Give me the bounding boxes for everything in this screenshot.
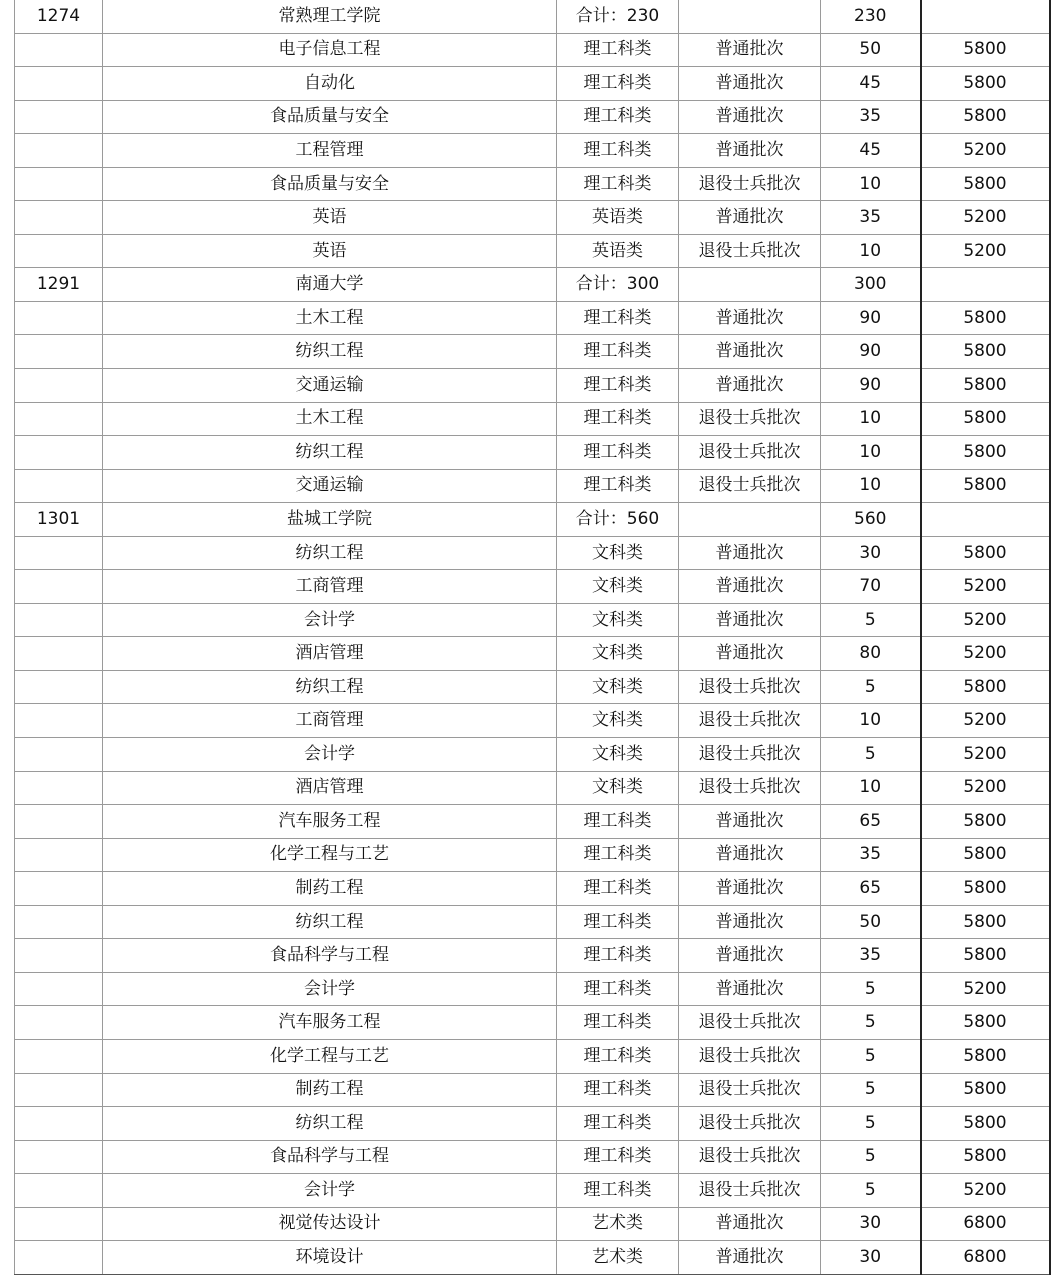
name-cell: 工程管理	[103, 134, 557, 168]
school-code-cell	[15, 234, 103, 268]
category-cell: 理工科类	[557, 1073, 679, 1107]
school-code-cell	[15, 972, 103, 1006]
quota-cell: 45	[821, 67, 921, 101]
major-row	[15, 905, 1050, 939]
batch-cell: 退役士兵批次	[679, 1039, 821, 1073]
quota-cell: 35	[821, 100, 921, 134]
school-code-cell	[15, 637, 103, 671]
batch-cell: 退役士兵批次	[679, 1107, 821, 1141]
name-cell: 环境设计	[103, 1241, 557, 1275]
tuition-fee-cell	[921, 503, 1050, 537]
batch-cell: 普通批次	[679, 33, 821, 67]
school-code-cell	[15, 134, 103, 168]
tuition-fee-cell: 5800	[921, 402, 1050, 436]
quota-cell: 35	[821, 939, 921, 973]
category-cell: 理工科类	[557, 1140, 679, 1174]
name-cell: 纺织工程	[103, 905, 557, 939]
school-code-cell	[15, 100, 103, 134]
name-cell: 制药工程	[103, 1073, 557, 1107]
major-row	[15, 637, 1050, 671]
major-row	[15, 805, 1050, 839]
major-row	[15, 1241, 1050, 1275]
category-cell: 理工科类	[557, 402, 679, 436]
category-cell: 文科类	[557, 536, 679, 570]
quota-cell: 30	[821, 1207, 921, 1241]
major-row	[15, 234, 1050, 268]
batch-cell	[679, 268, 821, 302]
quota-cell: 5	[821, 1140, 921, 1174]
batch-cell: 普通批次	[679, 939, 821, 973]
category-cell: 理工科类	[557, 167, 679, 201]
tuition-fee-cell: 5800	[921, 33, 1050, 67]
quota-cell: 300	[821, 268, 921, 302]
quota-cell: 90	[821, 335, 921, 369]
school-code-cell	[15, 738, 103, 772]
category-cell: 理工科类	[557, 301, 679, 335]
batch-cell: 退役士兵批次	[679, 1140, 821, 1174]
name-cell: 化学工程与工艺	[103, 1039, 557, 1073]
major-row	[15, 838, 1050, 872]
quota-cell: 35	[821, 838, 921, 872]
batch-cell: 退役士兵批次	[679, 704, 821, 738]
tuition-fee-cell: 5800	[921, 1039, 1050, 1073]
quota-cell: 45	[821, 134, 921, 168]
quota-cell: 10	[821, 402, 921, 436]
name-cell: 制药工程	[103, 872, 557, 906]
category-cell: 合计：560	[557, 503, 679, 537]
batch-cell: 普通批次	[679, 570, 821, 604]
school-code-cell	[15, 335, 103, 369]
tuition-fee-cell: 5800	[921, 335, 1050, 369]
name-cell: 纺织工程	[103, 436, 557, 470]
tuition-fee-cell: 5200	[921, 771, 1050, 805]
school-code-cell	[15, 469, 103, 503]
name-cell: 工商管理	[103, 704, 557, 738]
tuition-fee-cell: 5200	[921, 201, 1050, 235]
name-cell: 土木工程	[103, 402, 557, 436]
category-cell: 理工科类	[557, 67, 679, 101]
tuition-fee-cell: 5200	[921, 234, 1050, 268]
name-cell: 会计学	[103, 1174, 557, 1208]
admission-plan-table	[14, 0, 1051, 1275]
major-row	[15, 369, 1050, 403]
name-cell: 交通运输	[103, 369, 557, 403]
category-cell: 理工科类	[557, 972, 679, 1006]
school-code-cell	[15, 67, 103, 101]
batch-cell: 普通批次	[679, 335, 821, 369]
school-summary-row	[15, 0, 1050, 33]
school-code-cell	[15, 570, 103, 604]
category-cell: 理工科类	[557, 1039, 679, 1073]
batch-cell: 普通批次	[679, 1207, 821, 1241]
quota-cell: 10	[821, 469, 921, 503]
major-row	[15, 1107, 1050, 1141]
major-row	[15, 469, 1050, 503]
category-cell: 理工科类	[557, 469, 679, 503]
quota-cell: 560	[821, 503, 921, 537]
school-code-cell	[15, 1174, 103, 1208]
quota-cell: 10	[821, 234, 921, 268]
major-row	[15, 1207, 1050, 1241]
batch-cell: 退役士兵批次	[679, 234, 821, 268]
quota-cell: 5	[821, 1006, 921, 1040]
major-row	[15, 134, 1050, 168]
batch-cell: 普通批次	[679, 905, 821, 939]
school-code-cell	[15, 1107, 103, 1141]
name-cell: 会计学	[103, 972, 557, 1006]
category-cell: 理工科类	[557, 1006, 679, 1040]
tuition-fee-cell: 5800	[921, 805, 1050, 839]
batch-cell: 退役士兵批次	[679, 167, 821, 201]
name-cell: 南通大学	[103, 268, 557, 302]
name-cell: 食品科学与工程	[103, 1140, 557, 1174]
quota-cell: 50	[821, 905, 921, 939]
major-row	[15, 1140, 1050, 1174]
quota-cell: 30	[821, 536, 921, 570]
category-cell: 理工科类	[557, 905, 679, 939]
name-cell: 交通运输	[103, 469, 557, 503]
major-row	[15, 167, 1050, 201]
tuition-fee-cell: 6800	[921, 1241, 1050, 1275]
batch-cell: 退役士兵批次	[679, 436, 821, 470]
name-cell: 会计学	[103, 603, 557, 637]
batch-cell: 普通批次	[679, 603, 821, 637]
name-cell: 电子信息工程	[103, 33, 557, 67]
tuition-fee-cell: 5800	[921, 436, 1050, 470]
tuition-fee-cell: 5800	[921, 872, 1050, 906]
category-cell: 艺术类	[557, 1207, 679, 1241]
quota-cell: 65	[821, 872, 921, 906]
school-code-cell	[15, 939, 103, 973]
school-code-cell	[15, 1006, 103, 1040]
batch-cell: 普通批次	[679, 536, 821, 570]
batch-cell: 普通批次	[679, 838, 821, 872]
quota-cell: 5	[821, 1174, 921, 1208]
major-row	[15, 436, 1050, 470]
quota-cell: 230	[821, 0, 921, 33]
school-code-cell	[15, 33, 103, 67]
tuition-fee-cell: 5800	[921, 838, 1050, 872]
category-cell: 文科类	[557, 637, 679, 671]
tuition-fee-cell	[921, 268, 1050, 302]
major-row	[15, 603, 1050, 637]
category-cell: 理工科类	[557, 1174, 679, 1208]
batch-cell: 退役士兵批次	[679, 771, 821, 805]
batch-cell: 普通批次	[679, 805, 821, 839]
school-code-cell	[15, 436, 103, 470]
quota-cell: 70	[821, 570, 921, 604]
major-row	[15, 570, 1050, 604]
tuition-fee-cell: 5200	[921, 972, 1050, 1006]
batch-cell: 退役士兵批次	[679, 670, 821, 704]
batch-cell: 退役士兵批次	[679, 469, 821, 503]
quota-cell: 10	[821, 771, 921, 805]
school-code-cell	[15, 1073, 103, 1107]
major-row	[15, 301, 1050, 335]
name-cell: 纺织工程	[103, 335, 557, 369]
batch-cell: 普通批次	[679, 972, 821, 1006]
school-code-cell	[15, 536, 103, 570]
batch-cell: 退役士兵批次	[679, 738, 821, 772]
batch-cell: 普通批次	[679, 301, 821, 335]
major-row	[15, 704, 1050, 738]
quota-cell: 10	[821, 167, 921, 201]
quota-cell: 5	[821, 603, 921, 637]
category-cell: 文科类	[557, 570, 679, 604]
category-cell: 理工科类	[557, 369, 679, 403]
name-cell: 常熟理工学院	[103, 0, 557, 33]
tuition-fee-cell: 6800	[921, 1207, 1050, 1241]
major-row	[15, 939, 1050, 973]
category-cell: 理工科类	[557, 838, 679, 872]
school-code-cell	[15, 402, 103, 436]
tuition-fee-cell: 5800	[921, 167, 1050, 201]
category-cell: 合计：300	[557, 268, 679, 302]
name-cell: 土木工程	[103, 301, 557, 335]
tuition-fee-cell: 5800	[921, 1073, 1050, 1107]
major-row	[15, 100, 1050, 134]
name-cell: 盐城工学院	[103, 503, 557, 537]
school-code-cell	[15, 771, 103, 805]
school-summary-row	[15, 268, 1050, 302]
quota-cell: 5	[821, 738, 921, 772]
tuition-fee-cell: 5800	[921, 469, 1050, 503]
name-cell: 食品质量与安全	[103, 167, 557, 201]
tuition-fee-cell: 5200	[921, 134, 1050, 168]
name-cell: 纺织工程	[103, 536, 557, 570]
category-cell: 文科类	[557, 738, 679, 772]
tuition-fee-cell: 5200	[921, 603, 1050, 637]
name-cell: 自动化	[103, 67, 557, 101]
category-cell: 理工科类	[557, 872, 679, 906]
major-row	[15, 402, 1050, 436]
tuition-fee-cell: 5200	[921, 1174, 1050, 1208]
tuition-fee-cell: 5800	[921, 369, 1050, 403]
category-cell: 理工科类	[557, 939, 679, 973]
name-cell: 纺织工程	[103, 1107, 557, 1141]
name-cell: 食品科学与工程	[103, 939, 557, 973]
batch-cell: 退役士兵批次	[679, 402, 821, 436]
batch-cell: 普通批次	[679, 369, 821, 403]
name-cell: 汽车服务工程	[103, 1006, 557, 1040]
tuition-fee-cell: 5200	[921, 704, 1050, 738]
major-row	[15, 738, 1050, 772]
school-code-cell	[15, 1039, 103, 1073]
quota-cell: 5	[821, 670, 921, 704]
batch-cell: 退役士兵批次	[679, 1174, 821, 1208]
school-code-cell	[15, 1207, 103, 1241]
major-row	[15, 1073, 1050, 1107]
tuition-fee-cell: 5800	[921, 939, 1050, 973]
batch-cell	[679, 0, 821, 33]
major-row	[15, 1174, 1050, 1208]
school-code-cell	[15, 201, 103, 235]
major-row	[15, 33, 1050, 67]
school-code-cell	[15, 369, 103, 403]
major-row	[15, 872, 1050, 906]
name-cell: 工商管理	[103, 570, 557, 604]
school-code-cell	[15, 670, 103, 704]
quota-cell: 10	[821, 704, 921, 738]
category-cell: 理工科类	[557, 134, 679, 168]
quota-cell: 10	[821, 436, 921, 470]
name-cell: 英语	[103, 234, 557, 268]
tuition-fee-cell: 5800	[921, 536, 1050, 570]
tuition-fee-cell: 5800	[921, 1006, 1050, 1040]
major-row	[15, 201, 1050, 235]
quota-cell: 35	[821, 201, 921, 235]
quota-cell: 5	[821, 1107, 921, 1141]
batch-cell: 普通批次	[679, 67, 821, 101]
category-cell: 艺术类	[557, 1241, 679, 1275]
batch-cell: 普通批次	[679, 1241, 821, 1275]
school-code-cell	[15, 603, 103, 637]
tuition-fee-cell	[921, 0, 1050, 33]
category-cell: 理工科类	[557, 805, 679, 839]
name-cell: 会计学	[103, 738, 557, 772]
major-row	[15, 536, 1050, 570]
name-cell: 酒店管理	[103, 637, 557, 671]
school-code-cell	[15, 838, 103, 872]
category-cell: 理工科类	[557, 335, 679, 369]
batch-cell	[679, 503, 821, 537]
category-cell: 英语类	[557, 201, 679, 235]
tuition-fee-cell: 5800	[921, 301, 1050, 335]
quota-cell: 5	[821, 1073, 921, 1107]
school-code-cell	[15, 872, 103, 906]
quota-cell: 5	[821, 972, 921, 1006]
major-row	[15, 1006, 1050, 1040]
category-cell: 理工科类	[557, 436, 679, 470]
category-cell: 英语类	[557, 234, 679, 268]
major-row	[15, 67, 1050, 101]
school-code-cell	[15, 1140, 103, 1174]
major-row	[15, 335, 1050, 369]
tuition-fee-cell: 5800	[921, 670, 1050, 704]
tuition-fee-cell: 5800	[921, 67, 1050, 101]
school-code-cell	[15, 1241, 103, 1275]
school-code-cell	[15, 805, 103, 839]
major-row	[15, 1039, 1050, 1073]
tuition-fee-cell: 5800	[921, 1140, 1050, 1174]
school-code-cell: 1291	[15, 268, 103, 302]
quota-cell: 80	[821, 637, 921, 671]
batch-cell: 普通批次	[679, 134, 821, 168]
school-code-cell	[15, 704, 103, 738]
major-row	[15, 972, 1050, 1006]
name-cell: 英语	[103, 201, 557, 235]
tuition-fee-cell: 5200	[921, 570, 1050, 604]
name-cell: 食品质量与安全	[103, 100, 557, 134]
batch-cell: 退役士兵批次	[679, 1006, 821, 1040]
quota-cell: 90	[821, 301, 921, 335]
category-cell: 文科类	[557, 704, 679, 738]
name-cell: 视觉传达设计	[103, 1207, 557, 1241]
quota-cell: 90	[821, 369, 921, 403]
quota-cell: 30	[821, 1241, 921, 1275]
school-code-cell: 1301	[15, 503, 103, 537]
name-cell: 酒店管理	[103, 771, 557, 805]
tuition-fee-cell: 5200	[921, 637, 1050, 671]
admission-plan-table-wrapper	[14, 0, 1051, 1275]
category-cell: 理工科类	[557, 33, 679, 67]
category-cell: 文科类	[557, 670, 679, 704]
name-cell: 纺织工程	[103, 670, 557, 704]
school-code-cell: 1274	[15, 0, 103, 33]
school-code-cell	[15, 167, 103, 201]
quota-cell: 5	[821, 1039, 921, 1073]
batch-cell: 普通批次	[679, 100, 821, 134]
tuition-fee-cell: 5800	[921, 100, 1050, 134]
school-code-cell	[15, 905, 103, 939]
school-summary-row	[15, 503, 1050, 537]
tuition-fee-cell: 5800	[921, 1107, 1050, 1141]
category-cell: 理工科类	[557, 100, 679, 134]
table-body	[15, 0, 1050, 1274]
major-row	[15, 670, 1050, 704]
batch-cell: 普通批次	[679, 201, 821, 235]
quota-cell: 65	[821, 805, 921, 839]
major-row	[15, 771, 1050, 805]
category-cell: 合计：230	[557, 0, 679, 33]
category-cell: 文科类	[557, 771, 679, 805]
quota-cell: 50	[821, 33, 921, 67]
tuition-fee-cell: 5800	[921, 905, 1050, 939]
name-cell: 化学工程与工艺	[103, 838, 557, 872]
school-code-cell	[15, 301, 103, 335]
name-cell: 汽车服务工程	[103, 805, 557, 839]
batch-cell: 普通批次	[679, 637, 821, 671]
tuition-fee-cell: 5200	[921, 738, 1050, 772]
batch-cell: 普通批次	[679, 872, 821, 906]
category-cell: 文科类	[557, 603, 679, 637]
category-cell: 理工科类	[557, 1107, 679, 1141]
batch-cell: 退役士兵批次	[679, 1073, 821, 1107]
